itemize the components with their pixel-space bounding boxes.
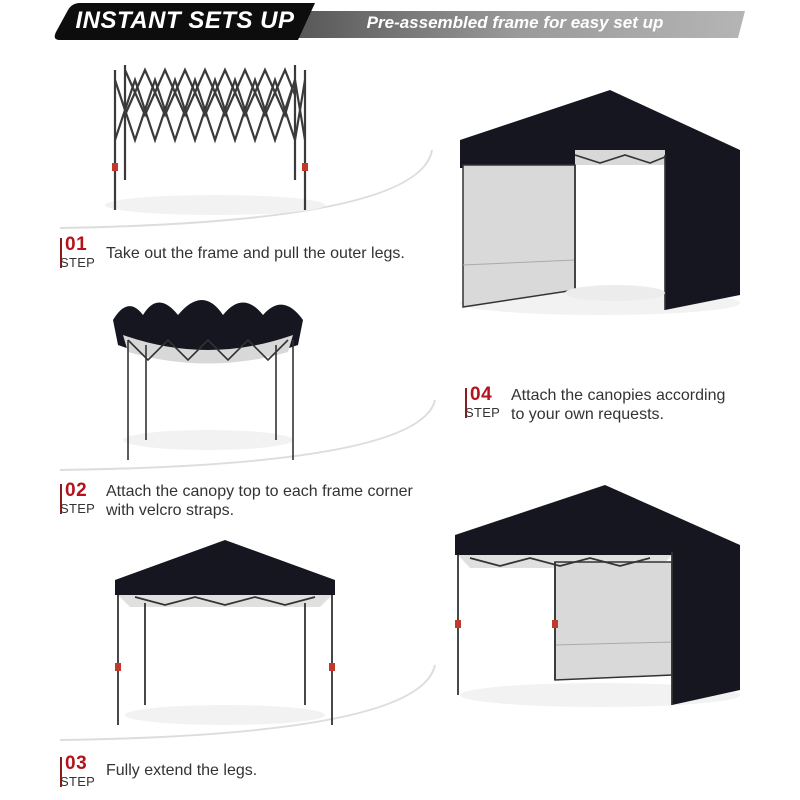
step-01 [60, 236, 405, 272]
canopy-two-walls-illustration [450, 85, 750, 320]
canopy-frame-illustration [108, 290, 308, 465]
step-badge [60, 236, 98, 272]
page-title: INSTANT SETS UP [75, 7, 295, 34]
step-instruction: Attach the canopy top to each frame corner with velcro straps. [106, 483, 413, 519]
step-number: 04 [470, 384, 493, 405]
step-badge [465, 386, 503, 422]
step-03 [60, 755, 257, 791]
step-badge [60, 482, 98, 518]
frame-illustration [105, 55, 325, 220]
step-label: STEP [60, 255, 96, 270]
page-subtitle: Pre-assembled frame for easy set up [366, 13, 664, 32]
step-instruction: Attach the canopies according to your own requests. [511, 387, 726, 423]
step-label: STEP [60, 501, 96, 516]
extended-canopy-illustration [110, 535, 340, 730]
step-04 [465, 386, 725, 424]
step-02 [60, 482, 413, 520]
step-label: STEP [60, 774, 96, 789]
canopy-one-wall-illustration [450, 480, 750, 715]
step-instruction: Take out the frame and pull the outer legs. [106, 245, 405, 262]
step-number: 01 [65, 234, 88, 255]
step-badge [60, 755, 98, 791]
step-number: 03 [65, 753, 88, 774]
step-label: STEP [465, 405, 501, 420]
step-number: 02 [65, 480, 88, 501]
step-instruction: Fully extend the legs. [106, 762, 258, 779]
